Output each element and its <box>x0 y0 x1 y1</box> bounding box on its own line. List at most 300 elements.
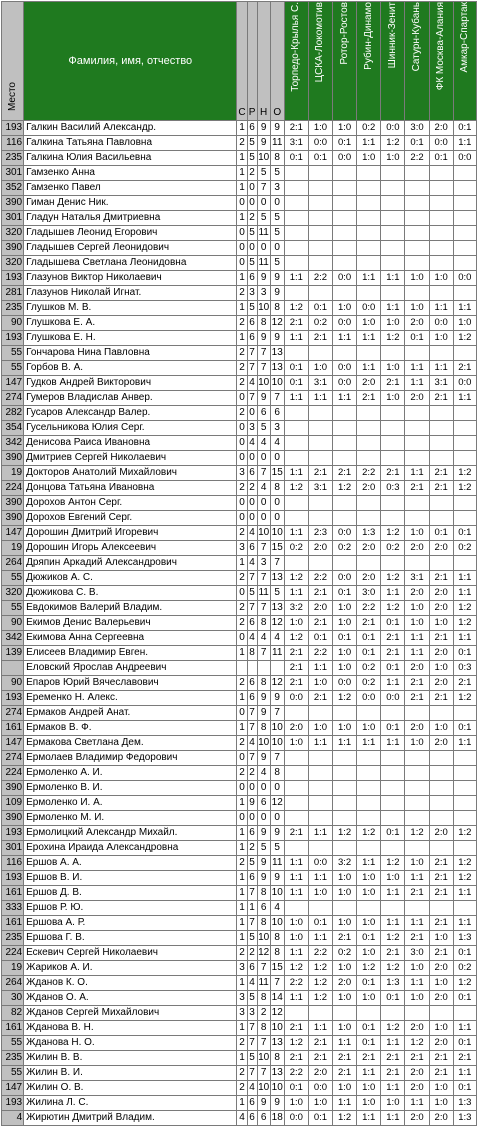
stat-cell: 8 <box>257 886 270 901</box>
stat-cell: 3 <box>270 181 284 196</box>
name-cell: Ермакова Светлана Дем. <box>24 736 237 751</box>
prediction-cell <box>308 811 332 826</box>
place-cell: 55 <box>2 1066 24 1081</box>
stat-cell: 11 <box>257 586 270 601</box>
prediction-cell: 0:1 <box>308 631 332 646</box>
prediction-cell: 1:1 <box>284 586 308 601</box>
stat-cell: 8 <box>257 616 270 631</box>
prediction-cell: 1:1 <box>381 676 405 691</box>
stat-cell: 9 <box>257 391 270 406</box>
stat-cell: 0 <box>247 496 257 511</box>
prediction-cell: 2:1 <box>308 616 332 631</box>
prediction-cell: 1:2 <box>308 976 332 991</box>
stat-cell: 1 <box>237 301 247 316</box>
prediction-cell: 0:1 <box>381 616 405 631</box>
stat-cell: 8 <box>247 646 257 661</box>
stat-cell: 1 <box>237 721 247 736</box>
stat-cell: 0 <box>247 811 257 826</box>
prediction-cell <box>405 406 429 421</box>
stat-cell: 8 <box>257 676 270 691</box>
place-cell: 390 <box>2 781 24 796</box>
name-cell: Жданова Н. О. <box>24 1036 237 1051</box>
prediction-cell <box>284 256 308 271</box>
stat-cell: 8 <box>270 301 284 316</box>
prediction-cell: 0:1 <box>429 526 453 541</box>
prediction-cell: 1:2 <box>453 976 476 991</box>
prediction-cell: 2:0 <box>429 1111 453 1126</box>
name-cell: Глушкова Е. Н. <box>24 331 237 346</box>
stat-cell: 1 <box>237 841 247 856</box>
prediction-cell: 0:1 <box>284 376 308 391</box>
name-cell: Ершов В. И. <box>24 871 237 886</box>
place-cell: 235 <box>2 1051 24 1066</box>
prediction-cell: 2:2 <box>308 646 332 661</box>
prediction-cell: 0:0 <box>453 376 476 391</box>
stat-cell: 5 <box>247 136 257 151</box>
prediction-cell: 1:2 <box>453 691 476 706</box>
prediction-cell: 2:1 <box>429 1066 453 1081</box>
stat-cell: 6 <box>257 796 270 811</box>
stat-cell: 13 <box>270 1066 284 1081</box>
prediction-cell: 1:2 <box>453 826 476 841</box>
place-cell: 116 <box>2 136 24 151</box>
prediction-cell: 1:0 <box>357 886 381 901</box>
stat-cell: 1 <box>237 646 247 661</box>
stat-cell: 1 <box>237 691 247 706</box>
prediction-cell: 1:1 <box>357 331 381 346</box>
stat-cell: 3 <box>257 286 270 301</box>
prediction-cell: 0:1 <box>453 646 476 661</box>
name-cell: Жариков А. И. <box>24 961 237 976</box>
table-row <box>2 871 477 886</box>
stat-cell <box>237 661 247 676</box>
stat-cell: 6 <box>257 406 270 421</box>
prediction-cell <box>405 511 429 526</box>
prediction-cell: 1:0 <box>308 361 332 376</box>
table-row <box>2 121 477 136</box>
prediction-cell <box>429 511 453 526</box>
name-cell: Ермоленко В. И. <box>24 781 237 796</box>
prediction-cell: 1:0 <box>308 1096 332 1111</box>
name-cell: Ермоленко И. А. <box>24 796 237 811</box>
stat-cell: 7 <box>257 1036 270 1051</box>
prediction-cell: 1:2 <box>453 601 476 616</box>
place-cell: 147 <box>2 526 24 541</box>
place-cell: 4 <box>2 1111 24 1126</box>
prediction-cell: 2:1 <box>429 871 453 886</box>
prediction-cell: 1:0 <box>405 856 429 871</box>
prediction-cell: 1:3 <box>381 976 405 991</box>
stat-cell: 6 <box>247 271 257 286</box>
prediction-cell: 2:1 <box>284 1051 308 1066</box>
prediction-cell: 3:2 <box>284 601 308 616</box>
stat-cell: 3 <box>247 1006 257 1021</box>
stat-cell: 0 <box>237 781 247 796</box>
prediction-cell <box>357 241 381 256</box>
name-cell: Ермаков Андрей Анат. <box>24 706 237 721</box>
match-header: Сатурн-Кубань <box>405 2 429 121</box>
name-cell: Ершова А. Р. <box>24 916 237 931</box>
prediction-cell <box>333 766 357 781</box>
prediction-cell: 1:1 <box>284 871 308 886</box>
prediction-cell <box>405 796 429 811</box>
prediction-cell <box>284 511 308 526</box>
prediction-cell: 1:1 <box>453 571 476 586</box>
prediction-cell <box>308 166 332 181</box>
stat-cell: 5 <box>257 421 270 436</box>
stat-cell: 9 <box>257 856 270 871</box>
prediction-cell <box>357 196 381 211</box>
place-cell: 224 <box>2 481 24 496</box>
stat-cell: 7 <box>270 976 284 991</box>
place-cell: 274 <box>2 706 24 721</box>
prediction-cell: 2:0 <box>405 1111 429 1126</box>
prediction-cell: 0:3 <box>381 481 405 496</box>
prediction-cell: 1:1 <box>381 271 405 286</box>
prediction-cell <box>308 556 332 571</box>
stat-cell: 1 <box>237 826 247 841</box>
name-cell: Горбов В. А. <box>24 361 237 376</box>
place-cell <box>2 661 24 676</box>
table-row <box>2 286 477 301</box>
stat-header-losses: Н <box>257 2 270 121</box>
place-cell: 320 <box>2 586 24 601</box>
prediction-cell <box>453 241 476 256</box>
prediction-cell <box>284 811 308 826</box>
prediction-cell <box>333 436 357 451</box>
stat-cell: 4 <box>270 901 284 916</box>
table-row <box>2 556 477 571</box>
stat-cell: 5 <box>247 256 257 271</box>
stat-cell: 7 <box>257 346 270 361</box>
prediction-cell: 0:1 <box>284 1081 308 1096</box>
prediction-cell <box>284 406 308 421</box>
prediction-cell: 1:2 <box>405 826 429 841</box>
table-row <box>2 196 477 211</box>
prediction-cell: 1:2 <box>453 871 476 886</box>
prediction-cell <box>453 841 476 856</box>
prediction-cell: 1:0 <box>405 526 429 541</box>
stat-cell: 8 <box>257 916 270 931</box>
stat-cell: 5 <box>270 211 284 226</box>
name-cell: Епаров Юрий Вячеславович <box>24 676 237 691</box>
prediction-cell <box>405 1006 429 1021</box>
prediction-cell: 2:1 <box>429 916 453 931</box>
prediction-cell: 1:3 <box>453 931 476 946</box>
place-cell: 301 <box>2 841 24 856</box>
prediction-cell <box>357 406 381 421</box>
prediction-cell: 1:1 <box>284 466 308 481</box>
stat-cell: 0 <box>247 181 257 196</box>
prediction-cell <box>357 346 381 361</box>
table-row <box>2 961 477 976</box>
stat-cell: 0 <box>247 781 257 796</box>
prediction-cell: 1:1 <box>357 736 381 751</box>
stat-cell: 13 <box>270 1036 284 1051</box>
prediction-cell <box>429 781 453 796</box>
prediction-cell: 1:0 <box>333 616 357 631</box>
prediction-cell: 2:0 <box>405 391 429 406</box>
prediction-cell: 3:0 <box>405 946 429 961</box>
prediction-cell: 0:0 <box>429 136 453 151</box>
name-cell: Ершов Р. Ю. <box>24 901 237 916</box>
stat-cell: 1 <box>237 796 247 811</box>
prediction-cell: 1:1 <box>453 736 476 751</box>
prediction-cell <box>284 841 308 856</box>
table-row <box>2 256 477 271</box>
prediction-cell <box>381 706 405 721</box>
stat-cell: 9 <box>257 121 270 136</box>
prediction-cell <box>357 511 381 526</box>
prediction-cell: 0:1 <box>357 631 381 646</box>
prediction-cell: 1:0 <box>308 886 332 901</box>
stat-cell: 0 <box>257 196 270 211</box>
stat-cell: 2 <box>237 601 247 616</box>
place-cell: 147 <box>2 1081 24 1096</box>
stat-cell: 9 <box>257 826 270 841</box>
stat-cell: 4 <box>257 631 270 646</box>
prediction-cell: 1:1 <box>453 1021 476 1036</box>
prediction-cell <box>333 211 357 226</box>
prediction-cell <box>284 421 308 436</box>
prediction-cell: 2:0 <box>405 1066 429 1081</box>
prediction-cell: 2:1 <box>357 391 381 406</box>
stat-cell: 5 <box>257 841 270 856</box>
stat-cell: 0 <box>237 811 247 826</box>
place-cell: 193 <box>2 691 24 706</box>
prediction-cell: 0:1 <box>453 946 476 961</box>
stat-cell: 4 <box>247 631 257 646</box>
stat-cell: 7 <box>257 1066 270 1081</box>
prediction-cell: 2:1 <box>333 1051 357 1066</box>
prediction-cell: 1:0 <box>308 676 332 691</box>
prediction-cell: 2:1 <box>381 466 405 481</box>
prediction-cell <box>381 211 405 226</box>
prediction-cell <box>357 811 381 826</box>
name-cell: Денисова Раиса Ивановна <box>24 436 237 451</box>
prediction-cell <box>357 796 381 811</box>
match-header: Рубин-Динамо <box>357 2 381 121</box>
prediction-cell <box>333 166 357 181</box>
prediction-cell <box>429 811 453 826</box>
prediction-cell: 0:0 <box>333 361 357 376</box>
prediction-cell: 2:1 <box>429 691 453 706</box>
prediction-cell: 1:1 <box>357 1111 381 1126</box>
prediction-cell: 1:0 <box>381 316 405 331</box>
prediction-cell: 2:1 <box>381 946 405 961</box>
place-cell: 90 <box>2 316 24 331</box>
stat-cell: 10 <box>257 151 270 166</box>
stat-cell: 11 <box>257 976 270 991</box>
stat-cell: 3 <box>270 421 284 436</box>
prediction-cell <box>381 766 405 781</box>
stat-cell <box>247 661 257 676</box>
prediction-cell: 1:2 <box>405 1036 429 1051</box>
stat-cell: 0 <box>237 226 247 241</box>
stat-cell: 1 <box>237 916 247 931</box>
match-header: Шинник-Зенит <box>381 2 405 121</box>
prediction-cell: 2:1 <box>381 1066 405 1081</box>
prediction-cell <box>453 166 476 181</box>
prediction-cell: 1:2 <box>453 616 476 631</box>
prediction-cell: 2:1 <box>284 646 308 661</box>
place-cell: 193 <box>2 121 24 136</box>
prediction-cell: 1:1 <box>429 301 453 316</box>
prediction-cell <box>357 841 381 856</box>
place-cell: 109 <box>2 796 24 811</box>
name-cell: Ермоленко М. И. <box>24 811 237 826</box>
stat-cell: 7 <box>257 571 270 586</box>
prediction-cell: 1:2 <box>357 826 381 841</box>
table-row <box>2 1021 477 1036</box>
prediction-cell: 0:3 <box>453 661 476 676</box>
stat-cell: 10 <box>270 526 284 541</box>
stat-cell: 9 <box>257 331 270 346</box>
name-cell: Гладышев Сергей Леонидович <box>24 241 237 256</box>
prediction-cell: 3:1 <box>308 376 332 391</box>
stat-cell: 7 <box>247 1036 257 1051</box>
name-cell: Гладун Наталья Дмитриевна <box>24 211 237 226</box>
prediction-cell: 2:1 <box>381 631 405 646</box>
stat-cell: 9 <box>270 1096 284 1111</box>
prediction-cell: 1:2 <box>381 136 405 151</box>
place-cell: 161 <box>2 916 24 931</box>
place-cell: 224 <box>2 766 24 781</box>
prediction-cell: 2:0 <box>429 121 453 136</box>
prediction-cell <box>453 406 476 421</box>
prediction-cell: 1:1 <box>381 1081 405 1096</box>
stat-cell: 3 <box>237 991 247 1006</box>
stat-cell: 3 <box>237 541 247 556</box>
stat-cell: 0 <box>237 196 247 211</box>
place-cell: 320 <box>2 226 24 241</box>
prediction-cell: 1:1 <box>308 736 332 751</box>
prediction-cell: 0:1 <box>453 121 476 136</box>
prediction-cell: 1:0 <box>381 1096 405 1111</box>
prediction-cell <box>453 436 476 451</box>
name-cell: Ерохина Ираида Александровна <box>24 841 237 856</box>
prediction-cell: 0:2 <box>308 316 332 331</box>
prediction-cell <box>284 1006 308 1021</box>
table-row <box>2 1036 477 1051</box>
stat-cell: 7 <box>257 181 270 196</box>
stat-cell: 6 <box>247 316 257 331</box>
table-row <box>2 391 477 406</box>
prediction-cell <box>381 346 405 361</box>
table-row <box>2 361 477 376</box>
prediction-cell <box>429 1006 453 1021</box>
stat-cell: 12 <box>257 946 270 961</box>
prediction-cell <box>284 706 308 721</box>
name-cell: Ескевич Сергей Николаевич <box>24 946 237 961</box>
prediction-cell <box>357 226 381 241</box>
table-row <box>2 901 477 916</box>
place-cell: 55 <box>2 571 24 586</box>
prediction-cell: 1:0 <box>429 271 453 286</box>
prediction-cell: 1:1 <box>453 886 476 901</box>
stat-cell: 0 <box>270 811 284 826</box>
name-cell: Гиман Денис Ник. <box>24 196 237 211</box>
prediction-cell <box>357 496 381 511</box>
prediction-cell: 1:1 <box>284 856 308 871</box>
name-cell: Жилин В. И. <box>24 1066 237 1081</box>
stat-cell: 2 <box>237 361 247 376</box>
stat-cell: 10 <box>257 931 270 946</box>
table-row <box>2 316 477 331</box>
stat-cell: 15 <box>270 961 284 976</box>
place-cell: 333 <box>2 901 24 916</box>
prediction-cell <box>308 496 332 511</box>
name-cell: Жданов К. О. <box>24 976 237 991</box>
stat-cell: 1 <box>237 556 247 571</box>
table-row <box>2 451 477 466</box>
name-cell: Гудков Андрей Викторович <box>24 376 237 391</box>
prediction-cell: 3:1 <box>429 376 453 391</box>
prediction-cell: 2:1 <box>284 316 308 331</box>
prediction-cell: 0:1 <box>308 1111 332 1126</box>
stat-cell: 14 <box>270 991 284 1006</box>
prediction-cell <box>284 346 308 361</box>
stat-cell: 1 <box>237 931 247 946</box>
stat-cell: 15 <box>270 466 284 481</box>
stat-cell: 0 <box>270 451 284 466</box>
prediction-cell: 1:1 <box>284 886 308 901</box>
prediction-cell: 2:1 <box>381 376 405 391</box>
stat-cell: 5 <box>270 256 284 271</box>
table-row <box>2 601 477 616</box>
name-cell: Жданов Сергей Михайлович <box>24 1006 237 1021</box>
place-cell: 282 <box>2 406 24 421</box>
prediction-cell: 1:1 <box>453 301 476 316</box>
prediction-cell: 0:0 <box>453 151 476 166</box>
prediction-cell: 2:0 <box>357 571 381 586</box>
place-cell: 352 <box>2 181 24 196</box>
prediction-cell <box>333 406 357 421</box>
prediction-cell <box>453 511 476 526</box>
stat-cell: 11 <box>270 646 284 661</box>
prediction-cell <box>453 181 476 196</box>
prediction-cell: 2:2 <box>357 466 381 481</box>
table-row <box>2 226 477 241</box>
prediction-cell: 2:1 <box>308 331 332 346</box>
prediction-cell <box>333 451 357 466</box>
stat-cell: 2 <box>237 406 247 421</box>
table-row <box>2 676 477 691</box>
stat-cell: 5 <box>270 586 284 601</box>
prediction-cell: 0:0 <box>308 136 332 151</box>
prediction-cell: 0:2 <box>333 541 357 556</box>
stat-cell: 2 <box>247 946 257 961</box>
prediction-cell: 1:2 <box>333 826 357 841</box>
prediction-cell: 0:1 <box>357 1021 381 1036</box>
table-row <box>2 616 477 631</box>
table-row <box>2 301 477 316</box>
prediction-cell: 0:0 <box>333 151 357 166</box>
stat-cell: 2 <box>237 286 247 301</box>
stat-cell: 5 <box>270 226 284 241</box>
stat-cell: 18 <box>270 1111 284 1126</box>
stat-cell: 2 <box>237 616 247 631</box>
prediction-cell <box>429 181 453 196</box>
prediction-cell: 1:0 <box>284 616 308 631</box>
prediction-cell: 0:1 <box>308 301 332 316</box>
stat-cell: 4 <box>247 376 257 391</box>
stat-cell: 0 <box>257 496 270 511</box>
prediction-cell: 2:1 <box>333 466 357 481</box>
stat-cell: 11 <box>270 856 284 871</box>
stat-cell: 10 <box>270 721 284 736</box>
stat-cell: 5 <box>247 991 257 1006</box>
